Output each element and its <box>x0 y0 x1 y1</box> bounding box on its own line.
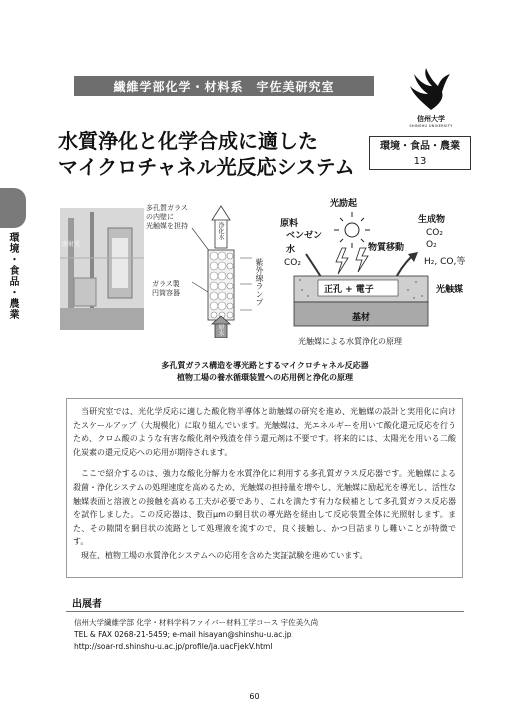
category-number: 13 <box>413 156 427 167</box>
wing-logo-icon <box>404 68 458 112</box>
category-box <box>369 136 471 170</box>
logo-name: 信州大学 <box>417 115 445 123</box>
reactor-photo <box>60 208 144 330</box>
hole-electron-label: 正孔 + 電子 <box>324 285 374 295</box>
substrate-label: 基材 <box>352 313 371 323</box>
title-line-2: マイクロチャネル光反応システム <box>58 155 355 179</box>
product-h2-co: H₂, CO,等 <box>424 257 466 267</box>
page-title <box>58 128 355 180</box>
figure-caption-line-2: 植物工場の養水循環装置への応用例と浄化の原理 <box>177 373 353 382</box>
photocatalyst-label: 光触媒 <box>436 285 464 295</box>
exhibitor-url[interactable]: http://soar-rd.shinshu-u.ac.jp/profile/ja.uacFjekV.html <box>74 642 273 651</box>
outlet-label: 浄化水 <box>217 222 224 240</box>
exhibitor-phone-email: TEL & FAX 0268-21-5459; e-mail hisayan@shinshu-u.ac.jp <box>74 630 292 639</box>
paragraph-1: 当研究室では、光化学反応に適した酸化物半導体と助触媒の研究を進め、光触媒の設計と実用化に向けたスケールアップ（大規模化）に取り組んでいます。光触媒は、光エネルギーを用いて酸化還元反応を行うため、クロム酸のような有害な酸化剤や残渣を伴う還元剤は不要です。将来的には、太陽光を用いる二酸化炭素の還元反応への応用が期待されます。 <box>73 407 456 457</box>
photo-label: 照射光 <box>62 241 81 248</box>
excite-label: 光励起 <box>330 199 358 209</box>
exhibitor-contact <box>74 617 318 653</box>
raw-material-water: 水 <box>286 245 296 255</box>
lab-name-banner: 繊維学部化学・材料系 宇佐美研究室 <box>74 76 374 96</box>
raw-material-co2: CO₂ <box>284 258 301 268</box>
side-tab-marker <box>0 188 26 228</box>
figure-caption <box>60 360 470 384</box>
description-box <box>66 398 463 578</box>
category-label: 環境・食品・農業 <box>380 141 460 152</box>
title-line-1: 水質浄化と化学合成に適した <box>58 129 318 153</box>
exhibitor-heading: 出展者 <box>72 599 102 610</box>
raw-material-benzene: ベンゼン <box>286 231 323 241</box>
logo-subtitle: SHINSHU UNIVERSITY <box>409 124 453 128</box>
porous-glass-label: 多孔質ガラス の内壁に 光触媒を担持 <box>146 204 188 230</box>
product-o2: O₂ <box>426 240 437 250</box>
exhibitor-affiliation: 信州大学繊維学部 化学・材料学科ファイバー材料工学コース 宇佐美久尚 <box>74 618 319 627</box>
paragraph-2: ここで紹介するのは、強力な酸化分解力を水質浄化に利用する多孔質ガラス反応器です。光触媒による殺菌・浄化システムの処理速度を高めるため、光触媒の担持量を増やし、光触媒に励起光を導光し、活性な触媒表面と溶液との接触を高める工夫が必要であり、これを満たす有力な候補として多孔質ガラス反応器を試作しました。この反応器は、数百μmの網目状の導光路を経由して反応装置全体に光照射します。また、その隙間を網目状の流路として処理液を流すので、良く接触し、かつ目詰まりし難いことが特徴です。 <box>73 469 456 547</box>
product-title: 生成物 <box>418 215 446 225</box>
inlet-label: 原水 <box>217 324 224 336</box>
paragraph-3: 現在、植物工場の水質浄化システムへの応用を含めた実証試験を進めています。 <box>81 550 368 560</box>
raw-material-title: 原料 <box>280 219 299 229</box>
mass-transfer-label: 物質移動 <box>368 243 405 253</box>
uv-lamp-label: 紫外線ランプ <box>255 258 264 306</box>
product-co2: CO₂ <box>426 228 443 238</box>
exhibitor-divider <box>66 611 464 612</box>
reactor-diagram <box>144 198 268 338</box>
glass-container-label: ガラス製 円筒容器 <box>152 280 180 297</box>
figure-caption-line-1: 多孔質ガラス構造を導光路とするマイクロチャネル反応器 <box>161 361 369 370</box>
purification-principle-diagram <box>276 196 472 354</box>
principle-caption: 光触媒による水質浄化の原理 <box>298 337 402 346</box>
page-number: 60 <box>249 692 260 701</box>
side-category-label: 環境・食品・農業 <box>7 232 18 320</box>
university-logo <box>404 68 458 128</box>
sun-icon <box>334 212 370 248</box>
